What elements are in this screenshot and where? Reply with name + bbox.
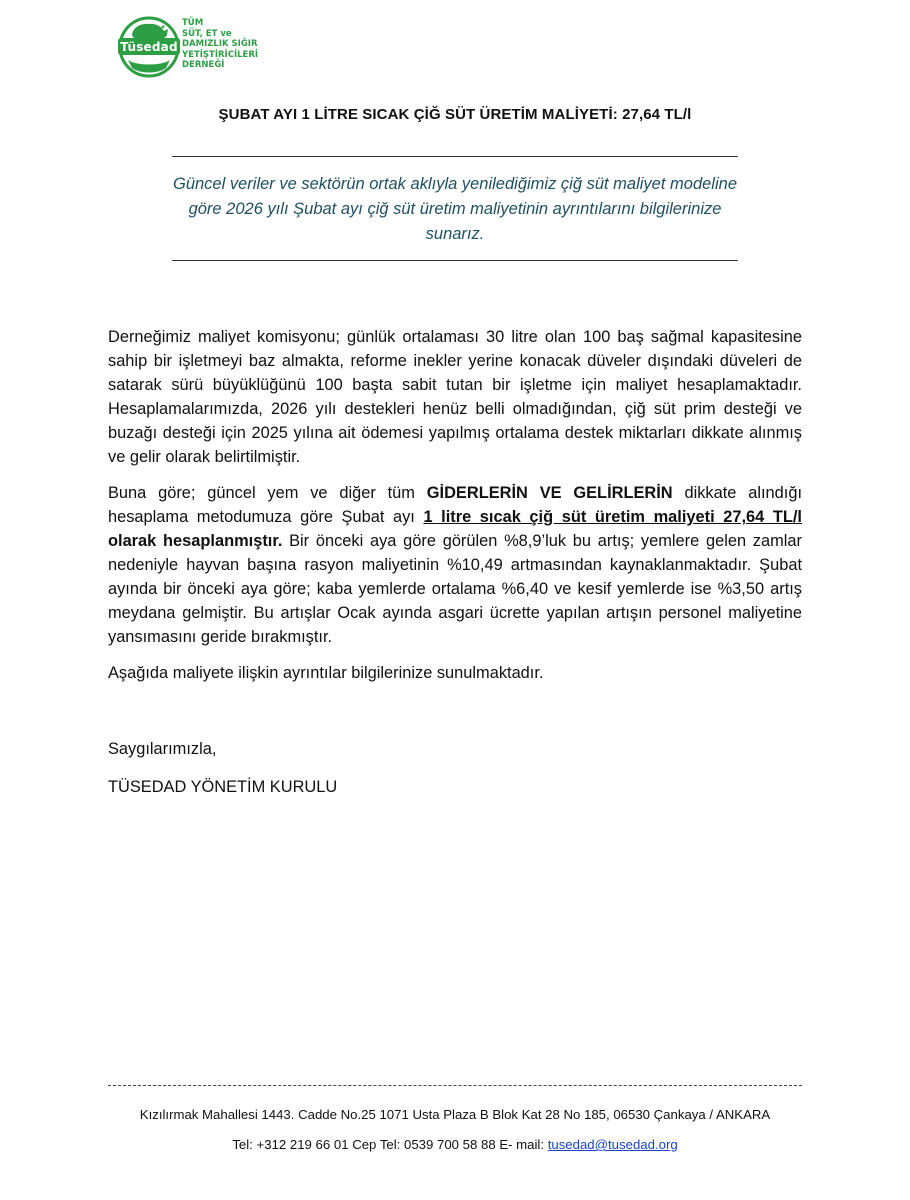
closing-greeting: Saygılarımızla, — [108, 740, 217, 758]
paragraph-result: Buna göre; güncel yem ve diğer tüm GİDERLERİN VE GELİRLERİN dikkate alındığı hesaplama metodumuza göre Şubat ayı 1 litre sıcak çiğ süt üretim maliyeti 27,64 TL/l olarak hesaplanmıştır. Bir önceki aya göre görülen %8,9’luk bu artış; yemlere gelen zamlar nedeniyle hayvan başına rasyon maliyetinin %10,49 artmasından kaynaklanmaktadır. Şubat ayında bir önceki aya göre; kaba yemlerde ortalama %6,40 ve kesif yemlerde ise %3,50 artış meydana gelmiştir. Bu artışlar Ocak ayında asgari ücrette yapılan artışın personel maliyetine yansımasını geride bırakmıştır. — [108, 484, 802, 646]
logo-brand-text: Tüsedad — [120, 40, 178, 54]
email-link[interactable]: tusedad@tusedad.org — [547, 1137, 678, 1152]
paragraph-methodology: Derneğimiz maliyet komisyonu; günlük ortalaması 30 litre olan 100 baş sağmal kapasitesine sahip bir işletmeyi baz almakta, reforme inekler yerine konacak düveler dışındaki düveleri de satarak sürü büyüklüğünü 100 başta sabit tutan bir işletme için maliyet hesaplamaktadır. Hesaplamalarımızda, 2026 yılı destekleri henüz belli olmadığından, çiğ süt prim desteği ve buzağı desteği için 2025 yılına ait ödemesi yapılmış ortalama destek miktarları dikkate alınmış ve gelir olarak belirtilmiştir. — [108, 328, 802, 466]
document-title: ŞUBAT AYI 1 LİTRE SICAK ÇİĞ SÜT ÜRETİM MALİYETİ: 27,64 TL/l — [218, 106, 692, 123]
cost-highlight: 1 litre sıcak çiğ süt üretim maliyeti 27,64 TL/l — [423, 508, 802, 526]
signature: TÜSEDAD YÖNETİM KURULU — [108, 778, 338, 796]
tusedad-logo — [116, 14, 266, 78]
paragraph-details-note: Aşağıda maliyete ilişkin ayrıntılar bilgilerinize sunulmaktadır. — [108, 664, 544, 682]
footer-phone: Tel: +312 219 66 01 Cep Tel: 0539 700 58 88 E- mail: — [232, 1137, 548, 1152]
footer-contact — [0, 1137, 910, 1152]
summary-text: Güncel veriler ve sektörün ortak aklıyla yenilediğimiz çiğ süt maliyet modeline göre 2026 yılı Şubat ayı çiğ süt üretim maliyetinin ayrıntılarını bilgilerinize sunarız. — [173, 175, 737, 243]
document-body — [108, 325, 802, 697]
footer-divider — [108, 1085, 802, 1086]
logo-association-name: TÜM SÜT, ET ve DAMIZLIK SIĞIR YETİŞTİRİCİLERİ DERNEĞİ — [182, 18, 259, 70]
summary-top-rule — [172, 156, 738, 157]
summary-bottom-rule — [172, 260, 738, 261]
footer-address: Kızılırmak Mahallesi 1443. Cadde No.25 1071 Usta Plaza B Blok Kat 28 No 185, 06530 Çankaya / ANKARA — [139, 1107, 771, 1122]
expenses-income-emphasis: GİDERLERİN VE GELİRLERİN — [426, 484, 673, 502]
